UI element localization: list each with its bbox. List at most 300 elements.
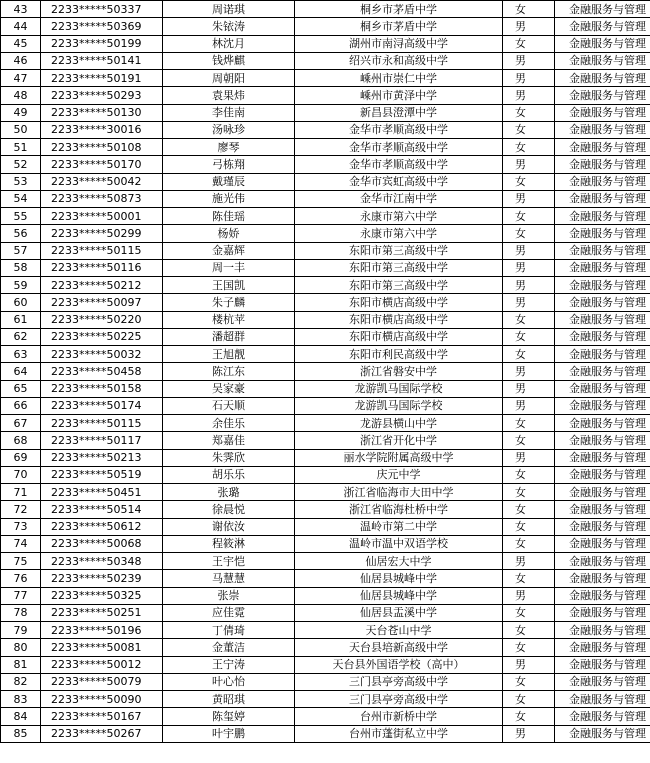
table-row: [1, 449, 650, 466]
row-number-cell: 52: [1, 156, 41, 173]
row-number-cell: 83: [1, 691, 41, 708]
candidate-id-cell: 2233*****50117: [41, 432, 163, 449]
student-name-cell: 张崇: [163, 587, 295, 604]
candidate-id-cell: 2233*****50337: [41, 1, 163, 18]
gender-cell: 男: [503, 70, 555, 87]
candidate-id-cell: 2233*****50225: [41, 328, 163, 345]
school-name-cell: 金华市孝顺高级中学: [295, 121, 503, 138]
row-number-cell: 74: [1, 535, 41, 552]
table-row: [1, 553, 650, 570]
table-row: [1, 604, 650, 621]
table-row: [1, 725, 650, 742]
candidate-id-cell: 2233*****50458: [41, 363, 163, 380]
row-number-cell: 66: [1, 397, 41, 414]
candidate-id-cell: 2233*****50213: [41, 449, 163, 466]
major-cell: 金融服务与管理: [555, 380, 650, 397]
school-name-cell: 东阳市第三高级中学: [295, 259, 503, 276]
candidate-id-cell: 2233*****50293: [41, 87, 163, 104]
table-row: [1, 139, 650, 156]
major-cell: 金融服务与管理: [555, 87, 650, 104]
table-row: [1, 18, 650, 35]
major-cell: 金融服务与管理: [555, 277, 650, 294]
candidate-id-cell: 2233*****50514: [41, 501, 163, 518]
table-row: [1, 225, 650, 242]
student-name-cell: 丁倩琦: [163, 622, 295, 639]
student-name-cell: 李佳南: [163, 104, 295, 121]
candidate-id-cell: 2233*****50167: [41, 708, 163, 725]
school-name-cell: 丽水学院附属高级中学: [295, 449, 503, 466]
gender-cell: 男: [503, 87, 555, 104]
row-number-cell: 63: [1, 346, 41, 363]
major-cell: 金融服务与管理: [555, 466, 650, 483]
row-number-cell: 64: [1, 363, 41, 380]
candidate-id-cell: 2233*****50196: [41, 622, 163, 639]
student-name-cell: 叶心怡: [163, 673, 295, 690]
candidate-id-cell: 2233*****50081: [41, 639, 163, 656]
table-row: [1, 294, 650, 311]
row-number-cell: 59: [1, 277, 41, 294]
gender-cell: 女: [503, 104, 555, 121]
row-number-cell: 76: [1, 570, 41, 587]
major-cell: 金融服务与管理: [555, 622, 650, 639]
table-row: [1, 208, 650, 225]
student-name-cell: 周诺琪: [163, 1, 295, 18]
table-row: [1, 466, 650, 483]
major-cell: 金融服务与管理: [555, 259, 650, 276]
major-cell: 金融服务与管理: [555, 18, 650, 35]
major-cell: 金融服务与管理: [555, 449, 650, 466]
table-row: [1, 190, 650, 207]
school-name-cell: 金华市江南中学: [295, 190, 503, 207]
major-cell: 金融服务与管理: [555, 363, 650, 380]
major-cell: 金融服务与管理: [555, 156, 650, 173]
candidate-id-cell: 2233*****50199: [41, 35, 163, 52]
school-name-cell: 金华市宾虹高级中学: [295, 173, 503, 190]
table-row: [1, 380, 650, 397]
student-name-cell: 黄昭琪: [163, 691, 295, 708]
student-name-cell: 陈佳瑶: [163, 208, 295, 225]
major-cell: 金融服务与管理: [555, 432, 650, 449]
candidate-id-cell: 2233*****50348: [41, 553, 163, 570]
major-cell: 金融服务与管理: [555, 225, 650, 242]
row-number-cell: 61: [1, 311, 41, 328]
major-cell: 金融服务与管理: [555, 52, 650, 69]
candidate-id-cell: 2233*****50369: [41, 18, 163, 35]
candidate-id-cell: 2233*****50115: [41, 242, 163, 259]
gender-cell: 女: [503, 518, 555, 535]
candidate-id-cell: 2233*****50220: [41, 311, 163, 328]
gender-cell: 男: [503, 52, 555, 69]
table-row: [1, 156, 650, 173]
gender-cell: 男: [503, 587, 555, 604]
major-cell: 金融服务与管理: [555, 535, 650, 552]
row-number-cell: 77: [1, 587, 41, 604]
school-name-cell: 嵊州市崇仁中学: [295, 70, 503, 87]
gender-cell: 男: [503, 397, 555, 414]
row-number-cell: 85: [1, 725, 41, 742]
gender-cell: 女: [503, 415, 555, 432]
candidate-id-cell: 2233*****50116: [41, 259, 163, 276]
school-name-cell: 嵊州市黄泽中学: [295, 87, 503, 104]
table-row: [1, 259, 650, 276]
school-name-cell: 台州市蓬街私立中学: [295, 725, 503, 742]
major-cell: 金融服务与管理: [555, 708, 650, 725]
candidate-id-cell: 2233*****50251: [41, 604, 163, 621]
major-cell: 金融服务与管理: [555, 553, 650, 570]
school-name-cell: 三门县亭旁高级中学: [295, 673, 503, 690]
row-number-cell: 81: [1, 656, 41, 673]
school-name-cell: 东阳市横店高级中学: [295, 328, 503, 345]
student-name-cell: 楼杭苹: [163, 311, 295, 328]
gender-cell: 女: [503, 225, 555, 242]
gender-cell: 女: [503, 208, 555, 225]
table-row: [1, 708, 650, 725]
candidate-id-cell: 2233*****50612: [41, 518, 163, 535]
major-cell: 金融服务与管理: [555, 484, 650, 501]
candidate-id-cell: 2233*****50170: [41, 156, 163, 173]
row-number-cell: 80: [1, 639, 41, 656]
major-cell: 金融服务与管理: [555, 673, 650, 690]
major-cell: 金融服务与管理: [555, 415, 650, 432]
major-cell: 金融服务与管理: [555, 242, 650, 259]
row-number-cell: 51: [1, 139, 41, 156]
gender-cell: 女: [503, 673, 555, 690]
row-number-cell: 72: [1, 501, 41, 518]
major-cell: 金融服务与管理: [555, 35, 650, 52]
table-row: [1, 104, 650, 121]
gender-cell: 女: [503, 604, 555, 621]
gender-cell: 男: [503, 18, 555, 35]
candidate-id-cell: 2233*****50191: [41, 70, 163, 87]
student-name-cell: 弓栋翔: [163, 156, 295, 173]
major-cell: 金融服务与管理: [555, 725, 650, 742]
school-name-cell: 东阳市横店高级中学: [295, 311, 503, 328]
major-cell: 金融服务与管理: [555, 328, 650, 345]
gender-cell: 男: [503, 259, 555, 276]
table-row: [1, 121, 650, 138]
gender-cell: 男: [503, 242, 555, 259]
candidate-id-cell: 2233*****50001: [41, 208, 163, 225]
table-row: [1, 570, 650, 587]
row-number-cell: 62: [1, 328, 41, 345]
row-number-cell: 57: [1, 242, 41, 259]
school-name-cell: 温岭市温中双语学校: [295, 535, 503, 552]
gender-cell: 女: [503, 311, 555, 328]
student-name-cell: 朱霁欣: [163, 449, 295, 466]
table-row: [1, 656, 650, 673]
student-name-cell: 周一丰: [163, 259, 295, 276]
candidate-id-cell: 2233*****50090: [41, 691, 163, 708]
school-name-cell: 天台县外国语学校（高中）: [295, 656, 503, 673]
major-cell: 金融服务与管理: [555, 311, 650, 328]
student-name-cell: 金嘉辉: [163, 242, 295, 259]
school-name-cell: 绍兴市永和高级中学: [295, 52, 503, 69]
school-name-cell: 东阳市第三高级中学: [295, 277, 503, 294]
school-name-cell: 浙江省临海杜桥中学: [295, 501, 503, 518]
row-number-cell: 44: [1, 18, 41, 35]
row-number-cell: 84: [1, 708, 41, 725]
student-name-cell: 谢依汝: [163, 518, 295, 535]
school-name-cell: 三门县亭旁高级中学: [295, 691, 503, 708]
row-number-cell: 82: [1, 673, 41, 690]
table-row: [1, 328, 650, 345]
candidate-id-cell: 2233*****50325: [41, 587, 163, 604]
major-cell: 金融服务与管理: [555, 346, 650, 363]
student-name-cell: 汤咏珍: [163, 121, 295, 138]
school-name-cell: 金华市孝顺高级中学: [295, 156, 503, 173]
school-name-cell: 东阳市横店高级中学: [295, 294, 503, 311]
candidate-id-cell: 2233*****50299: [41, 225, 163, 242]
school-name-cell: 庆元中学: [295, 466, 503, 483]
gender-cell: 女: [503, 622, 555, 639]
student-name-cell: 施光伟: [163, 190, 295, 207]
school-name-cell: 桐乡市茅盾中学: [295, 18, 503, 35]
student-name-cell: 周朝阳: [163, 70, 295, 87]
major-cell: 金融服务与管理: [555, 190, 650, 207]
gender-cell: 男: [503, 190, 555, 207]
gender-cell: 女: [503, 708, 555, 725]
gender-cell: 男: [503, 156, 555, 173]
school-name-cell: 桐乡市茅盾中学: [295, 1, 503, 18]
major-cell: 金融服务与管理: [555, 604, 650, 621]
table-row: [1, 70, 650, 87]
table-row: [1, 311, 650, 328]
school-name-cell: 温岭市第二中学: [295, 518, 503, 535]
table-row: [1, 415, 650, 432]
table-row: [1, 242, 650, 259]
candidate-id-cell: 2233*****50115: [41, 415, 163, 432]
student-name-cell: 朱铱涛: [163, 18, 295, 35]
gender-cell: 女: [503, 466, 555, 483]
school-name-cell: 湖州市南浔高级中学: [295, 35, 503, 52]
gender-cell: 女: [503, 570, 555, 587]
row-number-cell: 68: [1, 432, 41, 449]
school-name-cell: 浙江省临海市大田中学: [295, 484, 503, 501]
student-name-cell: 徐晨悦: [163, 501, 295, 518]
gender-cell: 女: [503, 121, 555, 138]
gender-cell: 女: [503, 691, 555, 708]
student-name-cell: 胡乐乐: [163, 466, 295, 483]
school-name-cell: 仙居县城峰中学: [295, 570, 503, 587]
row-number-cell: 49: [1, 104, 41, 121]
gender-cell: 男: [503, 553, 555, 570]
table-row: [1, 501, 650, 518]
student-name-cell: 廖琴: [163, 139, 295, 156]
student-name-cell: 钱烨麒: [163, 52, 295, 69]
school-name-cell: 浙江省开化中学: [295, 432, 503, 449]
school-name-cell: 仙居宏大中学: [295, 553, 503, 570]
table-row: [1, 691, 650, 708]
student-name-cell: 王国凯: [163, 277, 295, 294]
major-cell: 金融服务与管理: [555, 208, 650, 225]
student-name-cell: 戴瑾辰: [163, 173, 295, 190]
school-name-cell: 仙居县盂溪中学: [295, 604, 503, 621]
row-number-cell: 54: [1, 190, 41, 207]
candidate-id-cell: 2233*****50012: [41, 656, 163, 673]
school-name-cell: 东阳市第三高级中学: [295, 242, 503, 259]
row-number-cell: 71: [1, 484, 41, 501]
row-number-cell: 50: [1, 121, 41, 138]
student-name-cell: 林沈月: [163, 35, 295, 52]
gender-cell: 女: [503, 432, 555, 449]
table-row: [1, 346, 650, 363]
student-name-cell: 马慧慧: [163, 570, 295, 587]
gender-cell: 男: [503, 363, 555, 380]
table-row: [1, 673, 650, 690]
row-number-cell: 43: [1, 1, 41, 18]
school-name-cell: 龙游凯马国际学校: [295, 380, 503, 397]
school-name-cell: 台州市新桥中学: [295, 708, 503, 725]
major-cell: 金融服务与管理: [555, 1, 650, 18]
student-name-cell: 王宁涛: [163, 656, 295, 673]
row-number-cell: 75: [1, 553, 41, 570]
gender-cell: 女: [503, 1, 555, 18]
school-name-cell: 新昌县澄潭中学: [295, 104, 503, 121]
major-cell: 金融服务与管理: [555, 397, 650, 414]
major-cell: 金融服务与管理: [555, 587, 650, 604]
school-name-cell: 金华市孝顺高级中学: [295, 139, 503, 156]
row-number-cell: 67: [1, 415, 41, 432]
candidate-id-cell: 2233*****30016: [41, 121, 163, 138]
table-row: [1, 87, 650, 104]
student-name-cell: 叶宇鹏: [163, 725, 295, 742]
student-name-cell: 袁果炜: [163, 87, 295, 104]
candidate-id-cell: 2233*****50212: [41, 277, 163, 294]
student-name-cell: 潘超群: [163, 328, 295, 345]
school-name-cell: 东阳市利民高级中学: [295, 346, 503, 363]
major-cell: 金融服务与管理: [555, 518, 650, 535]
table-row: [1, 518, 650, 535]
candidate-id-cell: 2233*****50158: [41, 380, 163, 397]
gender-cell: 男: [503, 449, 555, 466]
candidate-id-cell: 2233*****50068: [41, 535, 163, 552]
gender-cell: 女: [503, 346, 555, 363]
row-number-cell: 45: [1, 35, 41, 52]
row-number-cell: 47: [1, 70, 41, 87]
row-number-cell: 46: [1, 52, 41, 69]
table-row: [1, 484, 650, 501]
row-number-cell: 79: [1, 622, 41, 639]
school-name-cell: 天台县培新高级中学: [295, 639, 503, 656]
candidate-id-cell: 2233*****50451: [41, 484, 163, 501]
student-name-cell: 石天顺: [163, 397, 295, 414]
major-cell: 金融服务与管理: [555, 656, 650, 673]
table-row: [1, 622, 650, 639]
candidate-id-cell: 2233*****50079: [41, 673, 163, 690]
student-name-cell: 王宇恺: [163, 553, 295, 570]
candidate-id-cell: 2233*****50239: [41, 570, 163, 587]
gender-cell: 女: [503, 535, 555, 552]
table-row: [1, 52, 650, 69]
table-row: [1, 397, 650, 414]
row-number-cell: 73: [1, 518, 41, 535]
table-row: [1, 173, 650, 190]
candidate-id-cell: 2233*****50873: [41, 190, 163, 207]
row-number-cell: 69: [1, 449, 41, 466]
student-name-cell: 张璐: [163, 484, 295, 501]
student-name-cell: 金董洁: [163, 639, 295, 656]
table-row: [1, 535, 650, 552]
row-number-cell: 53: [1, 173, 41, 190]
gender-cell: 男: [503, 294, 555, 311]
table-row: [1, 639, 650, 656]
candidate-id-cell: 2233*****50097: [41, 294, 163, 311]
student-name-cell: 陈江东: [163, 363, 295, 380]
table-row: [1, 35, 650, 52]
gender-cell: 女: [503, 639, 555, 656]
major-cell: 金融服务与管理: [555, 173, 650, 190]
gender-cell: 女: [503, 35, 555, 52]
major-cell: 金融服务与管理: [555, 139, 650, 156]
gender-cell: 女: [503, 501, 555, 518]
school-name-cell: 天台苍山中学: [295, 622, 503, 639]
table-row: [1, 277, 650, 294]
school-name-cell: 仙居县城峰中学: [295, 587, 503, 604]
student-name-cell: 余佳乐: [163, 415, 295, 432]
school-name-cell: 永康市第六中学: [295, 208, 503, 225]
major-cell: 金融服务与管理: [555, 691, 650, 708]
table-row: [1, 432, 650, 449]
table-body: [1, 1, 650, 743]
row-number-cell: 55: [1, 208, 41, 225]
candidate-id-cell: 2233*****50042: [41, 173, 163, 190]
gender-cell: 女: [503, 484, 555, 501]
row-number-cell: 78: [1, 604, 41, 621]
candidate-id-cell: 2233*****50108: [41, 139, 163, 156]
student-name-cell: 王旭靓: [163, 346, 295, 363]
gender-cell: 男: [503, 656, 555, 673]
student-name-cell: 杨娇: [163, 225, 295, 242]
school-name-cell: 永康市第六中学: [295, 225, 503, 242]
row-number-cell: 56: [1, 225, 41, 242]
gender-cell: 女: [503, 173, 555, 190]
candidate-id-cell: 2233*****50174: [41, 397, 163, 414]
candidate-id-cell: 2233*****50032: [41, 346, 163, 363]
major-cell: 金融服务与管理: [555, 121, 650, 138]
school-name-cell: 龙游凯马国际学校: [295, 397, 503, 414]
candidate-id-cell: 2233*****50130: [41, 104, 163, 121]
gender-cell: 男: [503, 380, 555, 397]
row-number-cell: 65: [1, 380, 41, 397]
table-row: [1, 363, 650, 380]
school-name-cell: 浙江省磐安中学: [295, 363, 503, 380]
candidate-id-cell: 2233*****50519: [41, 466, 163, 483]
major-cell: 金融服务与管理: [555, 501, 650, 518]
gender-cell: 女: [503, 328, 555, 345]
row-number-cell: 48: [1, 87, 41, 104]
major-cell: 金融服务与管理: [555, 104, 650, 121]
major-cell: 金融服务与管理: [555, 639, 650, 656]
candidate-id-cell: 2233*****50267: [41, 725, 163, 742]
gender-cell: 女: [503, 139, 555, 156]
student-name-cell: 应佳霓: [163, 604, 295, 621]
row-number-cell: 70: [1, 466, 41, 483]
school-name-cell: 龙游县横山中学: [295, 415, 503, 432]
gender-cell: 男: [503, 725, 555, 742]
row-number-cell: 60: [1, 294, 41, 311]
major-cell: 金融服务与管理: [555, 70, 650, 87]
student-name-cell: 陈玺婷: [163, 708, 295, 725]
major-cell: 金融服务与管理: [555, 570, 650, 587]
table-row: [1, 587, 650, 604]
candidate-id-cell: 2233*****50141: [41, 52, 163, 69]
student-name-cell: 程筱淋: [163, 535, 295, 552]
student-name-cell: 朱子麟: [163, 294, 295, 311]
row-number-cell: 58: [1, 259, 41, 276]
student-name-cell: 郑嘉佳: [163, 432, 295, 449]
table-row: [1, 1, 650, 18]
student-name-cell: 吴家豪: [163, 380, 295, 397]
